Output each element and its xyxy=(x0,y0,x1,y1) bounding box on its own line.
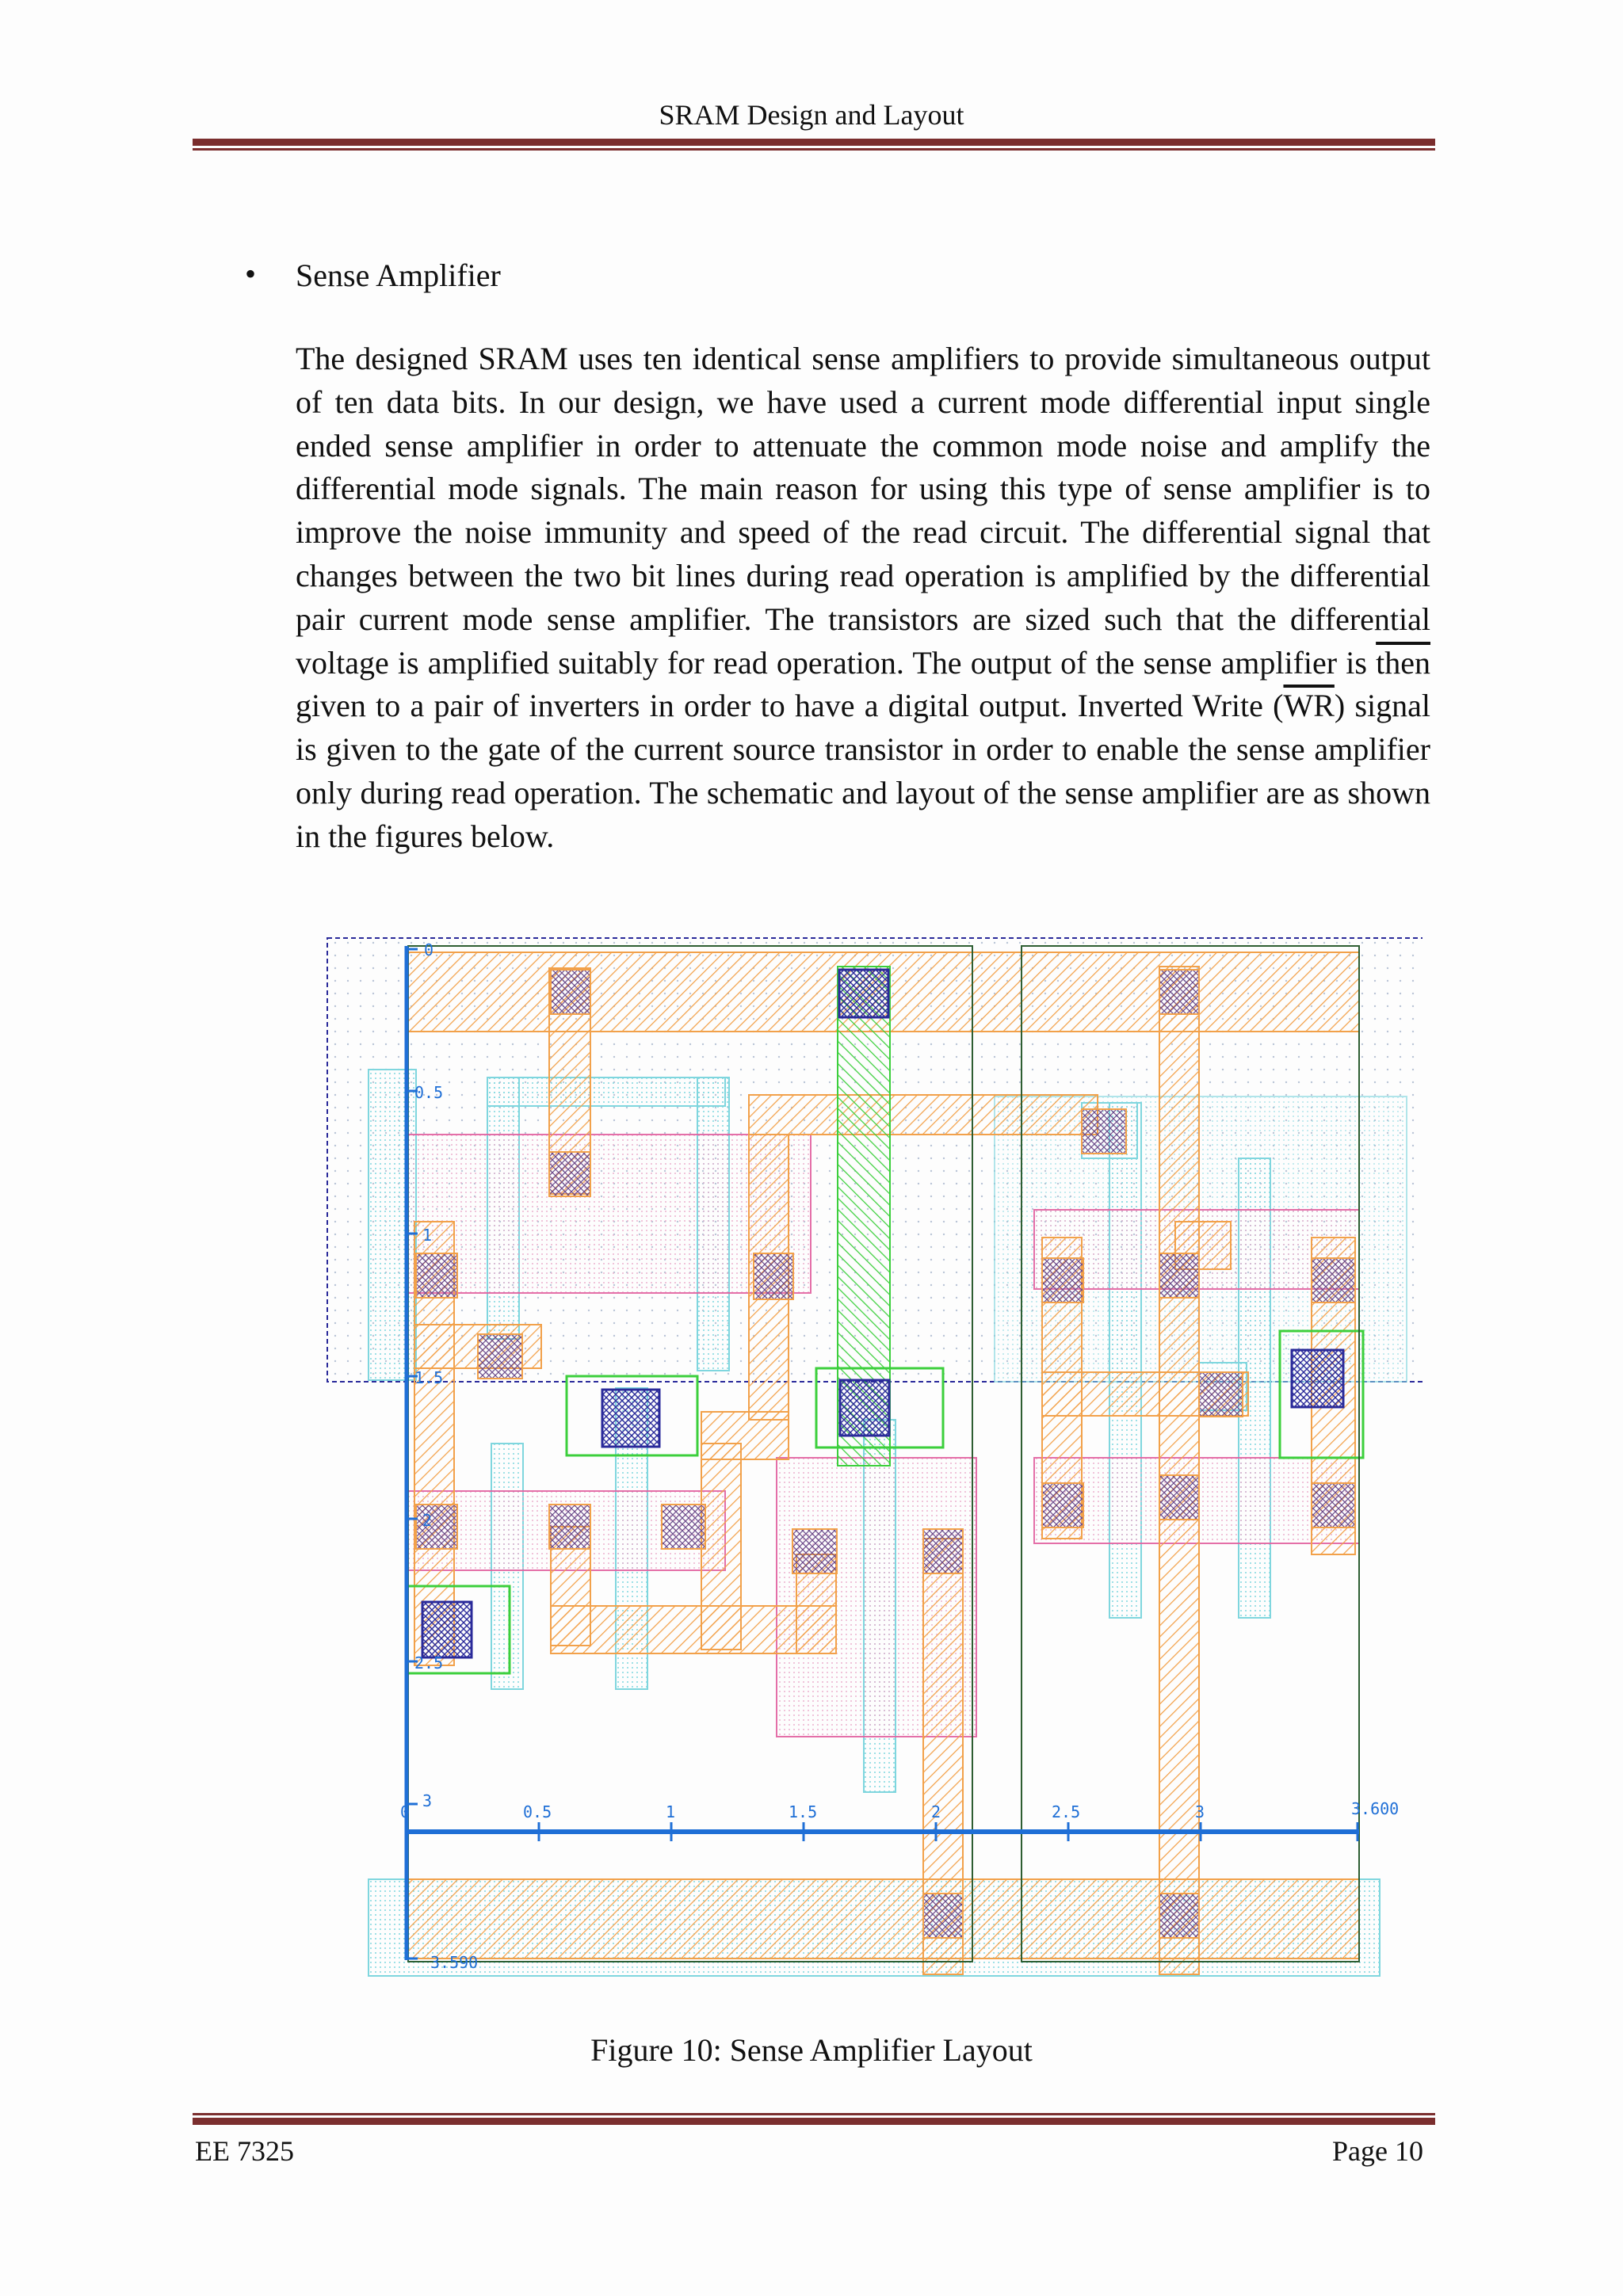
sense-amplifier-layout-figure xyxy=(321,929,1423,1982)
footer-course: EE 7325 xyxy=(195,2135,294,2167)
y-label-6: 3 xyxy=(422,1791,433,1810)
section-title: Sense Amplifier xyxy=(296,257,501,293)
para-then-word: then xyxy=(1376,644,1431,681)
x-label-7: 3.600 xyxy=(1351,1799,1400,1818)
y-label-7: 3.590 xyxy=(430,1953,479,1972)
footer-rule-thin xyxy=(193,2113,1435,2115)
y-label-0: 0 xyxy=(424,940,434,959)
y-label-5: 2.5 xyxy=(414,1653,444,1672)
x-label-4: 2 xyxy=(931,1802,941,1821)
x-label-2: 1 xyxy=(666,1802,676,1821)
y-label-2: 1 xyxy=(422,1226,433,1245)
x-label-0: 0 xyxy=(400,1802,411,1821)
x-label-1: 0.5 xyxy=(523,1802,552,1821)
header-rule-thick xyxy=(193,139,1435,146)
para-part-1: The designed SRAM uses ten identical sense amplifiers to provide simultaneous output of ten data bits. In our design, we have used a current mode differential input single ended sense amplifier in order to attenuate the common mode noise and amplify the differential mode signals. The main reason for using this type of sense amplifier is to improve the noise immunity and speed of the read circuit. The differential signal that changes between the two bit lines during read operation is amplified by the differential pair current mode sense amplifier. The transistors are sized such that the differential voltage is amplified suitably for read operation. The output of the sense amplifier is xyxy=(296,341,1430,681)
ruler-x xyxy=(407,1822,1359,1841)
para-part-3: ) signal is given to the gate of the current source transistor in order to enable the sense amplifier only during read operation. The schematic and layout of the sense amplifier are as shown in the figures below. xyxy=(296,688,1430,854)
body-paragraph xyxy=(296,338,1430,859)
figure-caption: Figure 10: Sense Amplifier Layout xyxy=(590,2032,1033,2068)
layout-svg xyxy=(321,929,1423,1982)
bullet-icon: • xyxy=(245,256,257,292)
para-part-2: given to a pair of inverters in order to have a digital output. Inverted Write ( xyxy=(296,688,1284,724)
y-label-4: 2 xyxy=(422,1511,433,1530)
x-label-6: 3 xyxy=(1195,1802,1205,1821)
header-title: SRAM Design and Layout xyxy=(659,99,964,131)
gnd-rail xyxy=(408,1879,1359,1958)
x-label-5: 2.5 xyxy=(1052,1802,1081,1821)
y-label-1: 0.5 xyxy=(414,1083,444,1102)
y-label-3: 1.5 xyxy=(414,1368,444,1387)
footer-rule-thick xyxy=(193,2118,1435,2125)
x-label-3: 1.5 xyxy=(789,1802,818,1821)
header-rule-thin xyxy=(193,148,1435,151)
para-signal-name: $\overline{WR}$ xyxy=(1283,688,1335,724)
footer-page-number: Page 10 xyxy=(1332,2135,1423,2167)
